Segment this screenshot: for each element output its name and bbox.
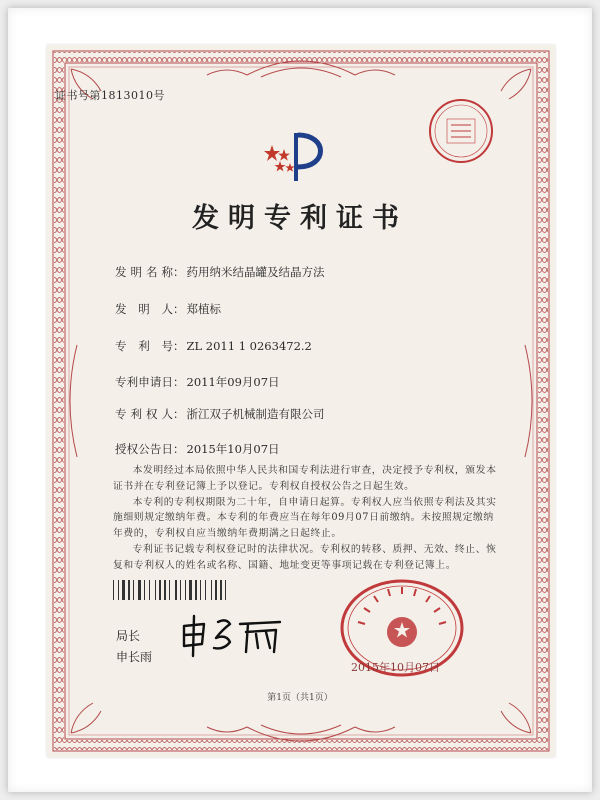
field-label: 发 明 名 称 — [115, 265, 173, 279]
field-inventor: 发 明 人： 郑植标 — [115, 302, 221, 316]
star-icon — [264, 145, 280, 161]
certificate-number: 证书号第1813010号 — [55, 89, 165, 102]
seal-date: 2015年10月07日 — [351, 661, 440, 674]
field-label: 发 明 人 — [115, 302, 173, 316]
field-patentee: 专 利 权 人： 浙江双子机械制造有限公司 — [115, 407, 325, 421]
signatory-role: 局长 — [116, 629, 141, 643]
patent-office-logo — [258, 125, 332, 185]
signatory-name: 申长雨 — [116, 650, 153, 664]
star-icon — [278, 149, 290, 161]
field-grant-date: 授权公告日： 2015年10月07日 — [115, 442, 280, 456]
field-patent-number: 专 利 号： ZL 2011 1 0263472.2 — [115, 339, 312, 353]
field-value: ZL 2011 1 0263472.2 — [186, 339, 312, 353]
handwritten-signature — [178, 612, 288, 658]
star-icon — [274, 161, 285, 171]
field-label: 专 利 号 — [115, 339, 173, 353]
page-number: 第1页（共1页） — [267, 693, 333, 703]
field-label: 专利申请日 — [115, 375, 173, 389]
official-seal-small — [427, 97, 495, 165]
field-value: 药用纳米结晶罐及结晶方法 — [186, 265, 325, 279]
field-value: 郑植标 — [186, 302, 221, 316]
star-icon — [285, 163, 295, 172]
field-value: 2015年10月07日 — [186, 442, 280, 456]
field-value: 浙江双子机械制造有限公司 — [186, 407, 325, 421]
body-paragraph: 专利证书记载专利权登记时的法律状况。专利权的转移、质押、无效、终止、恢复和专利权人的姓名或名称、国籍、地址变更等事项记载在专利登记簿上。 — [113, 543, 497, 571]
body-paragraph: 本专利的专利权期限为二十年，自申请日起算。专利权人应当依照专利法及其实施细则规定缴纳年费。本专利的年费应当在每年09月07日前缴纳。未按照规定缴纳年费的，专利权自应当缴纳年费期满之日起终止。 — [113, 496, 497, 540]
field-invention-name: 发 明 名 称： 药用纳米结晶罐及结晶方法 — [115, 265, 325, 279]
certificate-body — [113, 463, 497, 574]
certificate-title: 发明专利证书 — [192, 203, 408, 234]
barcode — [113, 580, 239, 600]
body-paragraph: 本发明经过本局依照中华人民共和国专利法进行审查，决定授予专利权，颁发本证书并在专利登记簿上予以登记。专利权自授权公告之日起生效。 — [113, 465, 497, 492]
field-label: 授权公告日 — [115, 442, 173, 456]
field-application-date: 专利申请日： 2011年09月07日 — [115, 375, 280, 389]
field-value: 2011年09月07日 — [186, 375, 280, 389]
field-label: 专 利 权 人 — [115, 407, 173, 421]
